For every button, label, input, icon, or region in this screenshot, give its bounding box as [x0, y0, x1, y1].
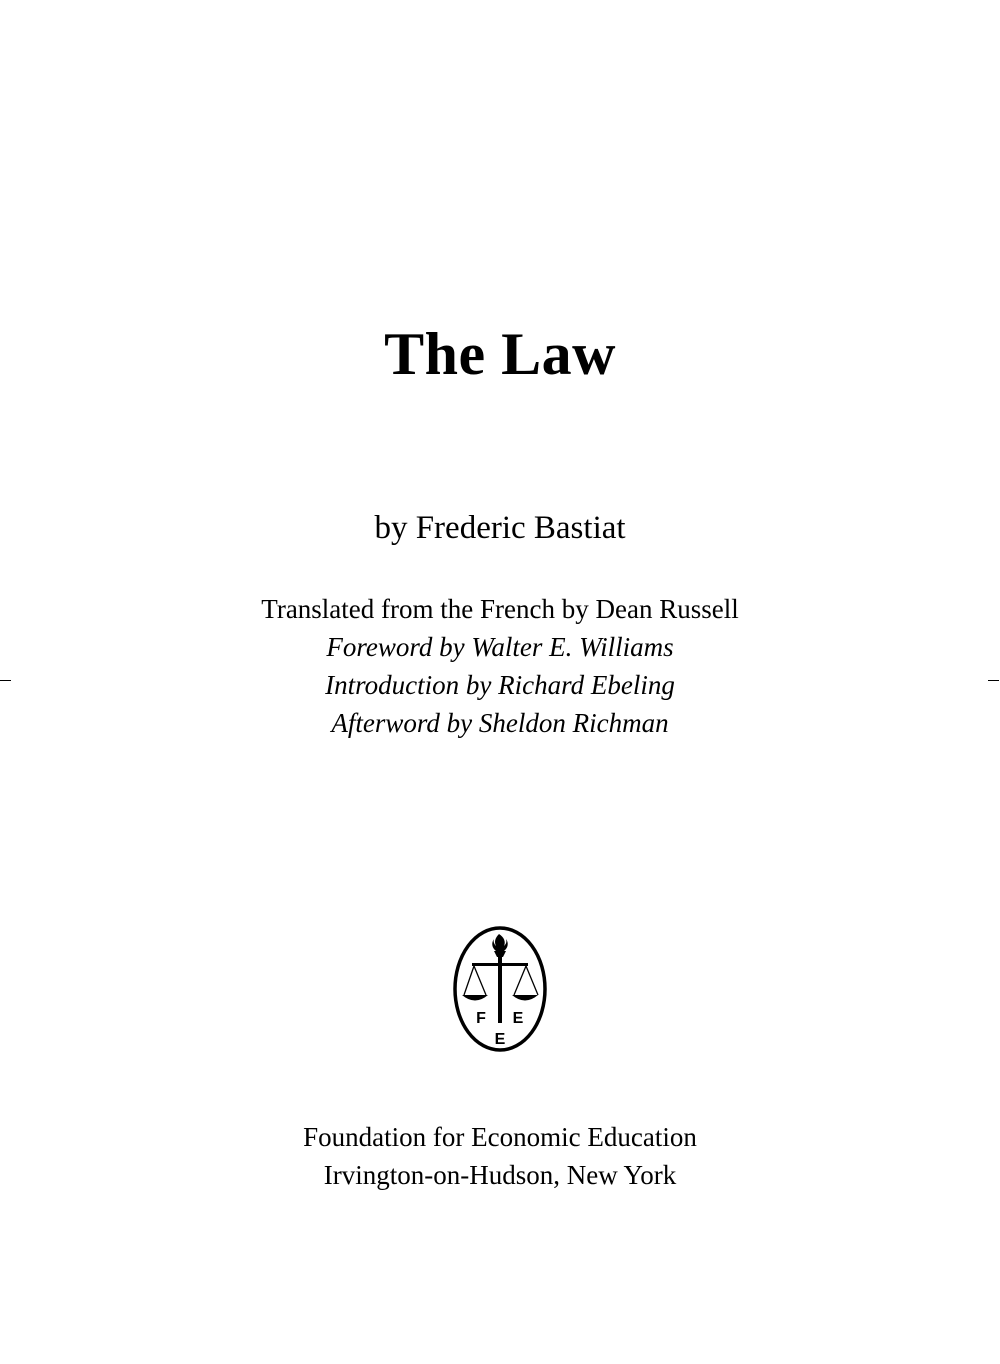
translator-credit: Translated from the French by Dean Russell — [261, 594, 739, 624]
publisher-block — [0, 1118, 1000, 1194]
introduction-credit: Introduction by Richard Ebeling — [325, 670, 675, 700]
credits-block — [0, 590, 1000, 742]
author-line: by Frederic Bastiat — [374, 510, 626, 546]
publisher-name: Foundation for Economic Education — [303, 1122, 697, 1152]
logo-letter-f: F — [476, 1010, 486, 1027]
afterword-credit: Afterword by Sheldon Richman — [331, 708, 669, 738]
logo-letter-e-bottom: E — [494, 1031, 506, 1048]
book-title: The Law — [384, 321, 616, 387]
logo-letter-e-top: E — [512, 1010, 524, 1027]
foreword-credit: Foreword by Walter E. Williams — [326, 632, 674, 662]
publisher-location: Irvington-on-Hudson, New York — [323, 1160, 677, 1190]
fee-logo-icon — [452, 925, 548, 1053]
